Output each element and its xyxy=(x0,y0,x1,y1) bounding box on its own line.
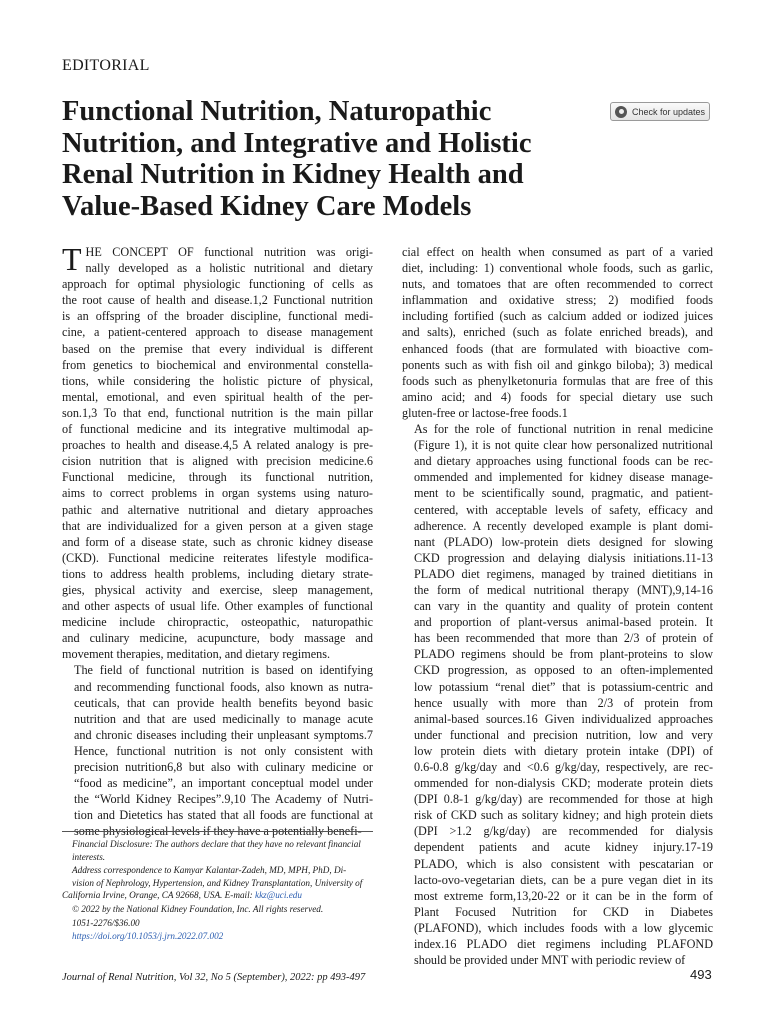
text-line: ommended for non-dialysis CKD; moderate protein diets xyxy=(414,776,713,791)
text-line: based on the premise that every individual is different xyxy=(62,341,373,356)
check-for-updates-button[interactable] xyxy=(610,102,710,121)
text-line: hence usually with more than 2/3 of protein from xyxy=(414,695,713,710)
text-line: the form of medical nutritional therapy (MNT),9,14-16 xyxy=(414,582,713,597)
copyright: © 2022 by the National Kidney Foundation, Inc. All rights reserved. xyxy=(72,903,324,914)
text-line: diet, including: 1) conventional whole foods, such as garlic, xyxy=(402,261,713,276)
paragraph xyxy=(62,241,373,662)
text-line: ceuticals, that can provide health benefits beyond basic xyxy=(74,695,373,710)
text-line: risk of CKD such as solitary kidney; and high protein diets xyxy=(414,808,713,823)
text-line: tion and Dietetics has stated that all foods are functional at xyxy=(74,808,373,823)
text-line: of functional medicine and its integrative multimodal ap- xyxy=(62,422,373,437)
text-line: ommended and implemented for kidney disease manage- xyxy=(414,470,713,485)
text-line: most extreme form,13,20-22 or it can be in the form of xyxy=(414,888,713,903)
text-line: inflammation and oxidative stress; 2) modified foods xyxy=(402,293,713,308)
paragraph xyxy=(62,662,373,839)
text-line: approach for optimal physiologic functioning of cells as xyxy=(62,277,373,292)
text-line: index.16 PLADO diet regimens including PLAFOND xyxy=(414,937,713,952)
text-line: lacto-ovo-vegetarian diets, can be a pure vegan diet in its xyxy=(414,872,713,887)
text-line: mental, emotional, and even spiritual health of the per- xyxy=(62,389,373,404)
text-line: (CKD). Functional medicine reiterates lifestyle modifica- xyxy=(62,550,373,565)
text-line: CKD progression and delaying dialysis initiations.11-13 xyxy=(414,550,713,565)
paragraph xyxy=(402,421,713,968)
footnote-line: vision of Nephrology, Hypertension, and Kidney Transplantation, University of xyxy=(72,877,363,888)
footnote-line: Address correspondence to Kamyar Kalantar-Zadeh, MD, MPH, PhD, Di- xyxy=(72,865,347,876)
text-line: aims to correct problems in organ systems using naturo- xyxy=(62,486,373,501)
journal-citation: Journal of Renal Nutrition, Vol 32, No 5 (September), 2022: pp 493-497 xyxy=(62,972,366,983)
text-line: tions, while considering the holistic picture of physical, xyxy=(62,373,373,388)
footnote-line: California Irvine, Orange, CA 92668, USA. E-mail: xyxy=(62,890,256,901)
issn-price: 1051-2276/$36.00 xyxy=(72,917,140,928)
text-line: and culinary medicine, acupuncture, body massage and xyxy=(62,631,373,646)
title-line: Renal Nutrition in Kidney Health and xyxy=(62,159,524,190)
text-line: 0.6-0.8 g/kg/day and <0.6 g/kg/day, respectively, are rec- xyxy=(414,760,713,774)
text-line: foods such as phenylketonuria formulas that are free of this xyxy=(402,373,713,388)
text-line: cial effect on health when consumed as part of a varied xyxy=(402,245,713,259)
text-line: Plant Focused Nutrition for CKD in Diabetes xyxy=(414,904,713,919)
text-line: The field of functional nutrition is based on identifying xyxy=(74,663,373,678)
text-line: (PLAFOND), which includes foods with a low glycemic xyxy=(414,920,713,935)
article-title xyxy=(62,96,582,222)
text-line: movement therapies, meditation, and dietary regimens. xyxy=(62,647,331,662)
text-line: some physiological levels if they have a potentially benefi- xyxy=(74,824,362,839)
title-line: Functional Nutrition, Naturopathic xyxy=(62,96,492,127)
text-line: under functional and precision nutrition, low and very xyxy=(414,727,713,742)
text-line: from genetics to biochemical and environmental constella- xyxy=(62,357,373,372)
text-line: and salts), enriched (such as folate enriched breads), and xyxy=(402,325,713,340)
text-line: and form of a disease state, such as chronic kidney disease xyxy=(62,534,373,549)
text-line: dependent patients and acute kidney injury.17-19 xyxy=(414,840,713,855)
text-line: ponents such as with fish oil and ginkgo biloba); 3) medical xyxy=(402,357,713,372)
text-line: low protein diets with dietary protein intake (DPI) of xyxy=(414,743,713,758)
text-line: the root cause of health and disease.1,2 Functional nutrition xyxy=(62,293,373,308)
footnote-line: interests. xyxy=(72,851,106,862)
text-line: (DPI 0.8-1 g/kg/day) are recommended for those at high xyxy=(414,792,713,807)
text-line: son.1,3 To that end, functional nutrition is the main pillar xyxy=(62,405,373,420)
text-line: PLADO regimens should be from plant-proteins to slow xyxy=(414,647,713,662)
text-line: (Figure 1), it is not quite clear how personalized nutritional xyxy=(414,438,713,453)
text-line: “food as medicine”, an important conceptual model under xyxy=(74,776,373,791)
text-line: that are individualized for a given person at a given stage xyxy=(62,518,373,533)
doi-link[interactable]: https://doi.org/10.1053/j.jrn.2022.07.002 xyxy=(72,931,224,942)
text-line: pathic and alternative nutritional and dietary approaches xyxy=(62,502,373,517)
text-line: can vary in the quantity and quality of protein content xyxy=(414,599,713,614)
text-line: ment to be scientifically sound, pragmatic, and patient- xyxy=(414,486,713,501)
text-line: has been recommended that more than 2/3 of protein of xyxy=(414,631,713,646)
text-line: should be provided under MNT with periodic review of xyxy=(414,953,686,968)
text-line: tions to address health problems, including dietary strate- xyxy=(62,566,373,581)
title-line: Nutrition, and Integrative and Holistic xyxy=(62,127,532,159)
text-line: and chronic diseases including their unpleasant symptoms.7 xyxy=(74,727,373,742)
left-column xyxy=(62,241,373,839)
text-line: adherence. A recently developed example is plant domi- xyxy=(414,518,713,533)
footnotes xyxy=(62,831,373,944)
email-link[interactable]: kkz@uci.edu xyxy=(255,890,302,901)
text-line: low potassium “renal diet” that is potassium-centric and xyxy=(414,679,713,694)
text-line: cine, a patient-centered approach to disease management xyxy=(62,325,373,340)
text-line: As for the role of functional nutrition in renal medicine xyxy=(414,422,713,437)
text-line: centered, with acceptable levels of safety, efficacy and xyxy=(414,502,713,517)
text-line: nutrition and that are used medicinally to manage acute xyxy=(74,711,373,726)
text-line: PLADO, which is also consistent with pescatarian or xyxy=(414,856,713,871)
title-line: Value-Based Kidney Care Models xyxy=(62,190,472,222)
text-line: amino acid; and 4) foods for special dietary use such xyxy=(402,389,713,404)
text-line: Hence, functional nutrition is not only consistent with xyxy=(74,743,373,758)
text-line: nally developed as a holistic nutritional and dietary xyxy=(85,261,373,276)
check-for-updates-label: Check for updates xyxy=(632,106,706,117)
text-line: the “World Kidney Recipes”.9,10 The Academy of Nutri- xyxy=(74,792,373,807)
paragraph xyxy=(402,244,713,421)
right-column xyxy=(402,244,713,968)
drop-cap: T xyxy=(62,241,82,277)
text-line: HE CONCEPT OF functional nutrition was origi- xyxy=(85,245,373,259)
text-line: medicine include chiropractic, osteopathic, naturopathic xyxy=(62,615,373,630)
correspondence-address xyxy=(62,864,373,902)
text-line: gies, physical activity and exercise, sleep management, xyxy=(62,582,373,597)
text-line: (DPI >1.2 g/kg/day) are recommended for dialysis xyxy=(414,824,713,839)
text-line: CKD progression, as opposed to an often-implemented xyxy=(414,663,713,678)
text-line: cision nutrition that is aligned with precision medicine.6 xyxy=(62,454,373,469)
text-line: PLADO diet regimens, managed by trained dietitians in xyxy=(414,566,713,581)
text-line: enhanced foods (that are formulated with bioactive com- xyxy=(402,341,713,356)
section-label: EDITORIAL xyxy=(62,57,150,74)
text-line: nuts, and tomatoes that are often recommended to correct xyxy=(402,277,713,292)
text-line: animal-based sources.16 Given individualized approaches xyxy=(414,711,713,726)
text-line: Functional medicine, through its functional nutrition, xyxy=(62,470,373,485)
text-line: gluten-free or lactose-free foods.1 xyxy=(402,405,568,420)
text-line: and other aspects of usual life. Other examples of functional xyxy=(62,599,373,614)
text-line: is an offspring of the broader discipline, functional medi- xyxy=(62,309,373,324)
text-line: and recommending functional foods, also known as nutra- xyxy=(74,679,373,694)
crossmark-icon xyxy=(615,106,627,118)
text-line: and dietary approaches using functional foods can be rec- xyxy=(414,454,713,469)
footnote-line: Financial Disclosure: The authors declare that they have no relevant financial xyxy=(72,839,361,849)
page-number: 493 xyxy=(690,967,712,982)
text-line: including fortified (such as calcium added or iodized juices xyxy=(402,309,713,324)
financial-disclosure xyxy=(62,838,373,863)
text-line: precision nutrition6,8 but also with culinary medicine or xyxy=(74,760,373,774)
text-line: proaches to health and disease.4,5 A related analogy is pre- xyxy=(62,438,373,453)
text-line: nant (PLADO) low-protein diets designed for slowing xyxy=(414,534,713,549)
text-line: and proportion of plant-versus animal-based protein. It xyxy=(414,615,713,630)
